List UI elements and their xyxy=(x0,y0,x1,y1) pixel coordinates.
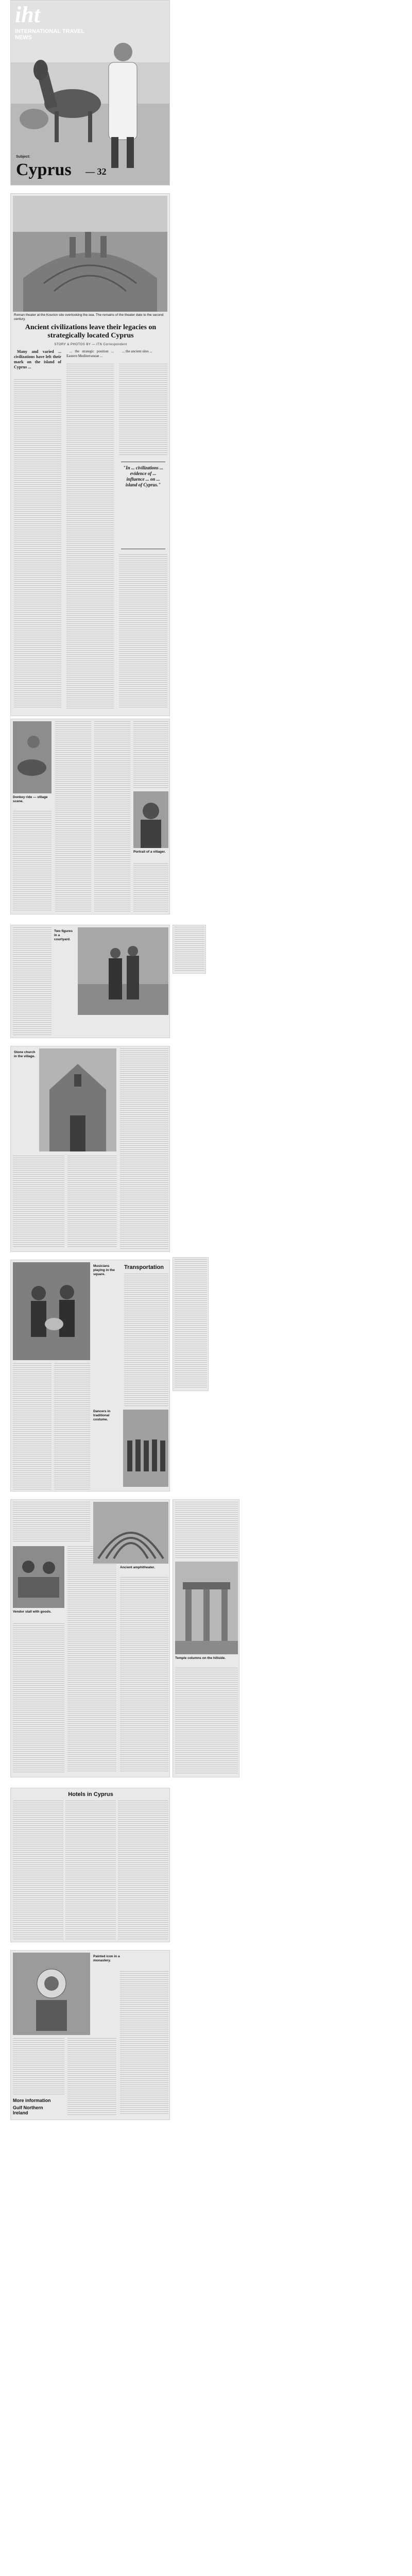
feature-col2-intro: ... the strategic position ... Eastern Mediterranean ... xyxy=(66,349,114,358)
transport-title: Transportation xyxy=(124,1264,164,1270)
side-stub-clip xyxy=(173,925,206,974)
villager-portrait-photo xyxy=(133,791,168,848)
feature-pull-quote: "In ... civilizations ... evidence of ... influence ... on ... island of Cyprus." xyxy=(121,462,165,549)
continuation-text-2 xyxy=(55,721,91,912)
church-text-right xyxy=(120,1048,168,1249)
continuation-text-1 xyxy=(13,811,52,911)
icon-painting-photo xyxy=(13,1953,90,2035)
musicians-text-1 xyxy=(13,1363,52,1489)
feature-byline: STORY & PHOTOS BY — ITN Correspondent xyxy=(54,343,127,346)
courtyard-clip xyxy=(10,925,170,1038)
temple-clip xyxy=(173,1499,239,1777)
church-clip xyxy=(10,1046,170,1252)
village-donkey-caption: Donkey ride — village scene. xyxy=(13,795,48,803)
continuation-text-3 xyxy=(94,721,130,912)
vendor-text-mid xyxy=(67,1546,116,1773)
stone-church-photo xyxy=(39,1048,116,1151)
temple-text-bottom xyxy=(175,1668,238,1775)
transport-text xyxy=(124,1274,168,1408)
feature-col3-text-top xyxy=(119,364,167,456)
villager-portrait-caption: Portrait of a villager. xyxy=(133,850,166,854)
temple-text-top xyxy=(175,1502,238,1558)
info-title: More information xyxy=(13,2098,51,2103)
dancers-caption: Dancers in traditional costume. xyxy=(93,1410,111,1421)
church-text-mid xyxy=(67,1156,117,1248)
musicians-clip xyxy=(10,1260,170,1492)
church-text-left xyxy=(13,1156,64,1248)
amphitheater-caption: Ancient amphitheater. xyxy=(120,1566,155,1569)
gulf-title: Gulf Northern Ireland xyxy=(13,2105,43,2115)
vendor-text-left xyxy=(13,1623,64,1773)
right-narrow-clip-1 xyxy=(173,1257,209,1391)
stone-church-caption: Stone church in the village. xyxy=(14,1050,36,1058)
courtyard-text-1 xyxy=(13,927,52,1036)
icon-text-3 xyxy=(120,1971,168,2115)
continuation-clip xyxy=(10,719,170,914)
courtyard-figures-photo xyxy=(78,927,168,1015)
feature-col3-text-bottom xyxy=(119,554,167,709)
vendor-photo xyxy=(13,1546,64,1608)
hotels-title: Hotels in Cyprus xyxy=(68,1791,113,1798)
hotels-text-2 xyxy=(65,1801,116,1940)
feature-col1-text xyxy=(14,379,61,709)
vendor-clip xyxy=(10,1499,170,1777)
vendor-text-top xyxy=(13,1502,90,1543)
kourion-photo xyxy=(13,196,167,312)
dancers-photo xyxy=(123,1410,168,1487)
amphitheater-photo xyxy=(93,1502,168,1564)
kourion-photo-image xyxy=(13,196,167,312)
right-narrow-text-1 xyxy=(175,1259,207,1389)
hotels-clip xyxy=(10,1788,170,1942)
feature-col3-intro: ... the ancient sites ... xyxy=(122,349,152,353)
icon-clip xyxy=(10,1950,170,2120)
side-stub-text xyxy=(175,927,204,972)
musicians-text-2 xyxy=(54,1363,90,1489)
section-tag: Subject: xyxy=(16,155,30,159)
feature-column-1 xyxy=(14,349,61,372)
village-donkey-photo xyxy=(13,721,52,793)
temple-columns-caption: Temple columns on the hillside. xyxy=(175,1656,226,1660)
musicians-caption: Musicians playing in the square. xyxy=(93,1264,115,1276)
courtyard-figures-caption: Two figures in a courtyard. xyxy=(54,929,73,941)
hotels-text-1 xyxy=(13,1801,63,1940)
vendor-caption: Vendor stall with goods. xyxy=(13,1610,52,1614)
page-number: — 32 xyxy=(85,166,107,177)
feature-column-3 xyxy=(119,349,167,356)
feature-col2-text xyxy=(66,364,114,709)
masthead-logo: iht xyxy=(15,2,40,27)
feature-col1-intro: Many and varied ... civilizations have left their mark on the island of Cyprus ... xyxy=(14,349,61,369)
icon-text-1 xyxy=(13,2038,64,2095)
continuation-text-4 xyxy=(133,721,168,788)
temple-columns-photo xyxy=(175,1562,238,1654)
masthead-edition: INTERNATIONAL TRAVEL NEWS xyxy=(15,28,84,41)
amphitheater-text xyxy=(120,1577,168,1773)
feature-headline: Ancient civilizations leave their legacies on strategically located Cyprus xyxy=(25,324,157,340)
cover-clip xyxy=(10,0,170,185)
musicians-photo xyxy=(13,1262,90,1360)
section-label: Cyprus xyxy=(16,160,72,179)
icon-text-2 xyxy=(67,2038,116,2115)
hotels-text-3 xyxy=(118,1801,168,1940)
feature-column-2 xyxy=(66,349,114,361)
icon-painting-caption: Painted icon in a monastery. xyxy=(93,1955,120,1962)
continuation-text-5 xyxy=(133,863,168,912)
lead-feature-clip xyxy=(10,193,170,716)
kourion-caption: Roman theater at the Kourion site overlooking the sea. The remains of the theater date to the second century. xyxy=(14,313,164,321)
